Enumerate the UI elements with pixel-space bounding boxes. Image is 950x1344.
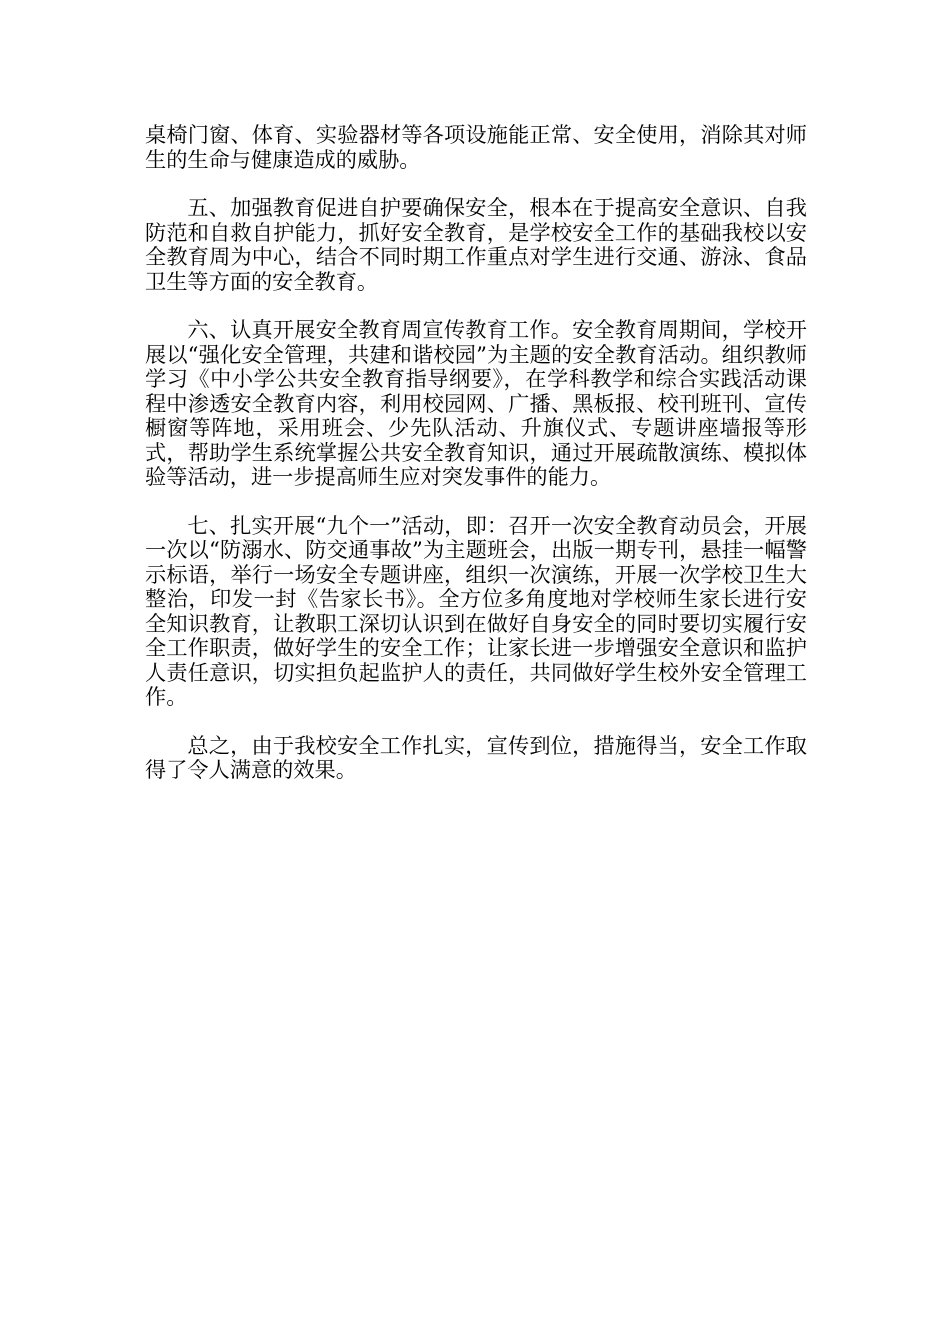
paragraph-continuation: 桌椅门窗、体育、实验器材等各项设施能正常、安全使用，消除其对师生的生命与健康造成的威胁。 [145,122,807,172]
paragraph-section-six: 六、认真开展安全教育周宣传教育工作。安全教育周期间，学校开展以“强化安全管理，共建和谐校园”为主题的安全教育活动。组织教师学习《中小学公共安全教育指导纲要》，在学科教学和综合实践活动课程中渗透安全教育内容，利用校园网、广播、黑板报、校刊班刊、宣传橱窗等阵地，采用班会、少先队活动、升旗仪式、专题讲座墙报等形式，帮助学生系统掌握公共安全教育知识，通过开展疏散演练、模拟体验等活动，进一步提高师生应对突发事件的能力。 [145,317,807,489]
document-page [145,123,807,807]
paragraph-section-seven: 七、扎实开展“九个一”活动，即：召开一次安全教育动员会，开展一次以“防溺水、防交通事故”为主题班会，出版一期专刊，悬挂一幅警示标语，举行一场安全专题讲座，组织一次演练，开展一次学校卫生大整治，印发一封《告家长书》。全方位多角度地对学校师生家长进行安全知识教育，让教职工深切认识到在做好自身安全的同时要切实履行安全工作职责，做好学生的安全工作；让家长进一步增强安全意识和监护人责任意识，切实担负起监护人的责任，共同做好学生校外安全管理工作。 [145,512,807,709]
paragraph-conclusion: 总之，由于我校安全工作扎实，宣传到位，措施得当，安全工作取得了令人满意的效果。 [145,732,807,782]
paragraph-section-five: 五、加强教育促进自护要确保安全，根本在于提高安全意识、自我防范和自救自护能力，抓好安全教育，是学校安全工作的基础我校以安全教育周为中心，结合不同时期工作重点对学生进行交通、游泳、食品卫生等方面的安全教育。 [145,195,807,294]
